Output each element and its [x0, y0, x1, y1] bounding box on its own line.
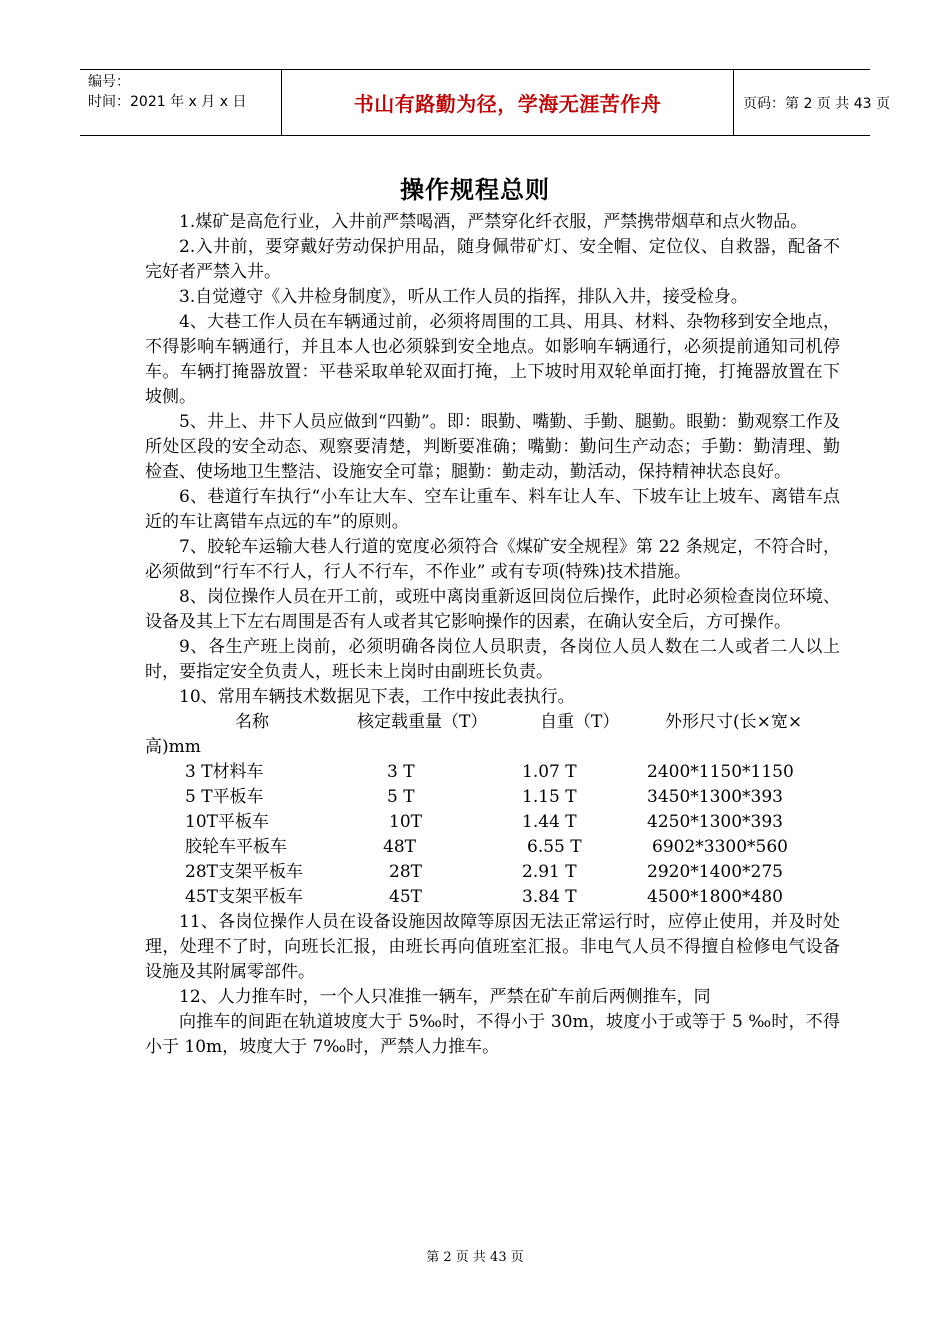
table-header-size-cont: 高)mm [145, 737, 201, 757]
header-motto: 书山有路勤为径，学海无涯苦作舟 [282, 70, 734, 135]
table-cell-load: 3 T [387, 762, 415, 782]
paragraph-8: 8、岗位操作人员在开工前，或班中离岗重新返回岗位后操作，此时必须检查岗位环境、设备及其上下左右周围是否有人或者其它影响操作的因素，在确认安全后，方可操作。 [145, 587, 840, 632]
paragraph-1: 1.煤矿是高危行业，入井前严禁喝酒，严禁穿化纤衣服，严禁携带烟草和点火物品。 [179, 212, 808, 232]
header-page-info: 页码：第 2 页 共 43 页 [743, 95, 890, 112]
table-cell-name: 45T支架平板车 [185, 887, 303, 907]
paragraph-7: 7、胶轮车运输大巷人行道的宽度必须符合《煤矿安全规程》第 22 条规定，不符合时，必须做到“行车不行人，行人不行车，不作业” 或有专项(特殊)技术措施。 [145, 537, 840, 582]
paragraph-10: 10、常用车辆技术数据见下表，工作中按此表执行。 [179, 687, 575, 707]
paragraph-5: 5、井上、井下人员应做到“四勤”。即：眼勤、嘴勤、手勤、腿勤。眼勤：勤观察工作及所处区段的安全动态、观察要清楚，判断要准确；嘴勤：勤问生产动态；手勤：勤清理、勤检查、使场地卫生整洁、设施安全可靠；腿勤：勤走动，勤活动，保持精神状态良好。 [145, 412, 840, 482]
table-row [145, 835, 840, 860]
table-cell-name: 10T平板车 [185, 812, 269, 832]
table-cell-weight: 1.15 T [522, 787, 577, 807]
table-cell-size: 2400*1150*1150 [647, 762, 794, 782]
paragraph-12: 12、人力推车时，一个人只准推一辆车，严禁在矿车前后两侧推车，同 [179, 987, 711, 1007]
header-left-cell [80, 70, 282, 135]
table-cell-load: 45T [389, 887, 422, 907]
table-header-name: 名称 [235, 712, 269, 732]
table-header-row [145, 710, 840, 735]
table-cell-name: 5 T平板车 [185, 787, 264, 807]
table-cell-name: 28T支架平板车 [185, 862, 303, 882]
document-body [145, 210, 840, 1060]
table-row [145, 785, 840, 810]
paragraph-6: 6、巷道行车执行“小车让大车、空车让重车、料车让人车、下坡车让上坡车、离错车点近的车让离错车点远的车”的原则。 [145, 487, 840, 532]
paragraph-2: 2.入井前，要穿戴好劳动保护用品，随身佩带矿灯、安全帽、定位仪、自救器，配备不完好者严禁入井。 [145, 237, 840, 282]
table-cell-size: 3450*1300*393 [647, 787, 783, 807]
table-cell-weight: 6.55 T [527, 837, 582, 857]
table-cell-weight: 1.44 T [522, 812, 577, 832]
table-row [145, 860, 840, 885]
table-cell-load: 48T [383, 837, 416, 857]
table-row [145, 885, 840, 910]
table-row [145, 810, 840, 835]
paragraph-9: 9、各生产班上岗前，必须明确各岗位人员职责，各岗位人员人数在二人或者二人以上时，要指定安全负责人，班长未上岗时由副班长负责。 [145, 637, 840, 682]
paragraph-11: 11、各岗位操作人员在设备设施因故障等原因无法正常运行时，应停止使用，并及时处理，处理不了时，向班长汇报，由班长再向值班室汇报。非电气人员不得擅自检修电气设备设施及其附属零部件。 [145, 912, 840, 982]
page-title: 操作规程总则 [400, 176, 550, 204]
table-row [145, 760, 840, 785]
paragraph-4: 4、大巷工作人员在车辆通过前，必须将周围的工具、用具、材料、杂物移到安全地点，不得影响车辆通行，并且本人也必须躲到安全地点。如影响车辆通行，必须提前通知司机停车。车辆打掩器放置：平巷采取单轮双面打掩，上下坡时用双轮单面打掩，打掩器放置在下坡侧。 [145, 312, 840, 407]
vehicle-table [145, 710, 840, 910]
header-table [80, 69, 890, 136]
table-cell-weight: 3.84 T [522, 887, 577, 907]
paragraph-12-continued: 向推车的间距在轨道坡度大于 5‰时，不得小于 30m，坡度小于或等于 5 ‰时，不得小于 10m，坡度大于 7‰时，严禁人力推车。 [145, 1012, 840, 1057]
table-cell-load: 5 T [387, 787, 415, 807]
table-cell-name: 3 T材料车 [185, 762, 264, 782]
table-cell-weight: 1.07 T [522, 762, 577, 782]
table-cell-load: 28T [389, 862, 422, 882]
table-cell-size: 4500*1800*480 [647, 887, 783, 907]
date-label: 时间：2021 年 x 月 x 日 [88, 94, 247, 110]
table-header-load: 核定载重量（T） [357, 712, 488, 732]
table-cell-load: 10T [389, 812, 422, 832]
code-label: 编号： [88, 74, 130, 90]
page-footer: 第 2 页 共 43 页 [426, 1250, 524, 1265]
table-cell-weight: 2.91 T [522, 862, 577, 882]
table-cell-size: 6902*3300*560 [652, 837, 788, 857]
table-cell-size: 4250*1300*393 [647, 812, 783, 832]
table-cell-name: 胶轮车平板车 [185, 837, 287, 857]
table-cell-size: 2920*1400*275 [647, 862, 783, 882]
table-header-continuation [145, 735, 840, 760]
table-header-size: 外形尺寸(长×宽× [665, 712, 803, 732]
table-header-weight: 自重（T） [540, 712, 620, 732]
paragraph-3: 3.自觉遵守《入井检身制度》，听从工作人员的指挥，排队入井，接受检身。 [179, 287, 748, 307]
